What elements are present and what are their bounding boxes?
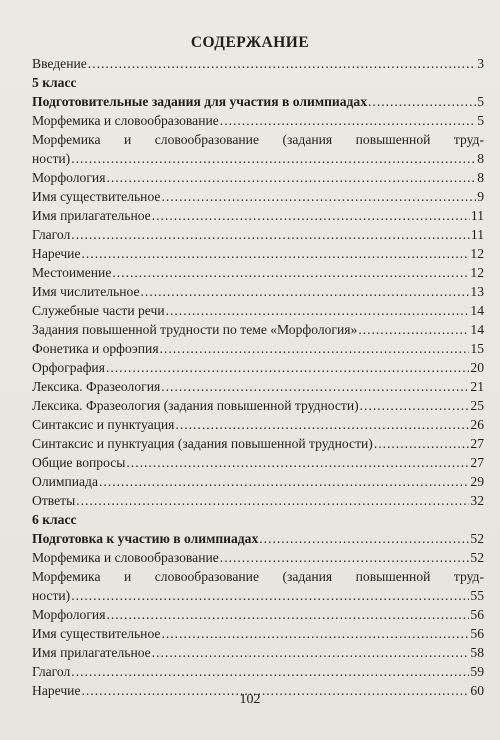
toc-entry-page: 5 [477,113,484,128]
dot-leader [71,662,469,681]
toc-entry-page: 20 [470,360,484,375]
toc-entry [32,320,484,339]
toc-entry-page: 11 [470,208,484,223]
page-number: 102 [239,692,261,707]
toc-entry-page: 15 [470,341,484,356]
toc-entry [32,111,484,130]
toc-entry-page: 56 [470,607,484,622]
section-page: 52 [470,531,484,546]
toc-entry [32,282,484,301]
toc-entry-page: 12 [470,265,484,280]
toc-entry-page: 25 [470,398,484,413]
toc-entry-label: Общие вопросы [32,455,126,470]
dot-leader [220,548,470,567]
toc-entry-page: 11 [470,227,484,242]
toc-entry [32,472,484,491]
toc-entry-label: Задания повышенной трудности по теме «Морфология» [32,322,358,337]
table-of-contents [32,54,484,700]
toc-entry-page: 14 [470,303,484,318]
dot-leader [368,92,476,111]
dot-leader [141,282,470,301]
toc-entry-label: Морфемика и словообразование [32,550,219,565]
dot-leader [71,225,470,244]
toc-entry [32,339,484,358]
toc-entry [32,548,484,567]
toc-entry [32,358,484,377]
toc-entry-label: Имя существительное [32,189,161,204]
toc-entry-label-line2: ности) [32,151,71,166]
toc-entry-page: 58 [470,645,484,660]
grade-6-heading: 6 класс [32,512,77,527]
toc-entry [32,491,484,510]
dot-leader [259,529,469,548]
dot-leader [99,472,469,491]
dot-leader [82,244,470,263]
toc-entry-label: Морфология [32,170,106,185]
dot-leader [360,396,470,415]
toc-entry-label: Глагол [32,664,71,679]
dot-leader [161,624,469,643]
section-page: 5 [477,94,484,109]
toc-entry-label: Морфемика и словообразование [32,113,219,128]
toc-entry-page: 8 [477,151,484,166]
dot-leader [166,301,470,320]
toc-entry [32,225,484,244]
dot-leader [358,320,469,339]
toc-entry-page: 9 [477,189,484,204]
dot-leader [106,605,469,624]
dot-leader [161,377,469,396]
dot-leader [160,339,470,358]
toc-entry-label: Олимпиада [32,474,99,489]
dot-leader [374,434,470,453]
dot-leader [220,111,476,130]
toc-entry-label: Орфография [32,360,105,375]
toc-entry [32,453,484,472]
dot-leader [161,187,476,206]
toc-entry [32,567,484,605]
toc-entry-label: Лексика. Фразеология (задания повышенной трудности) [32,398,359,413]
toc-entry-page: 26 [470,417,484,432]
toc-entry [32,643,484,662]
toc-entry-label: Синтаксис и пунктуация (задания повышенной трудности) [32,436,373,451]
dot-leader [106,358,469,377]
dot-leader [152,643,470,662]
toc-entry-page: 59 [470,664,484,679]
dot-leader [112,263,469,282]
toc-entry-page: 60 [470,683,484,698]
dot-leader [71,149,476,168]
toc-entry-label: Имя числительное [32,284,140,299]
toc-entry-page: 27 [470,436,484,451]
toc-entry [32,206,484,225]
toc-entry-label: Имя прилагательное [32,208,151,223]
toc-entry [32,130,484,168]
toc-entry-page: 14 [470,322,484,337]
toc-entry-page: 32 [470,493,484,508]
toc-entry-page: 13 [470,284,484,299]
toc-entry-label: Лексика. Фразеология [32,379,161,394]
toc-entry-label: Морфология [32,607,106,622]
toc-entry-label-line1: Морфемика и словообразование (задания повышенной труд- [32,132,484,147]
dot-leader [175,415,469,434]
toc-entry-label: Наречие [32,246,81,261]
toc-entry [32,415,484,434]
toc-entry-page: 55 [470,588,484,603]
toc-entry-label-line1: Морфемика и словообразование (задания повышенной труд- [32,569,484,584]
toc-entry [32,263,484,282]
toc-entry-label: Служебные части речи [32,303,165,318]
dot-leader [106,168,476,187]
page-title: СОДЕРЖАНИЕ [190,34,310,51]
toc-entry-page: 3 [477,56,484,71]
toc-entry-label: Фонетика и орфоэпия [32,341,159,356]
toc-entry-label: Введение [32,56,87,71]
toc-entry [32,168,484,187]
toc-entry [32,624,484,643]
toc-entry [32,662,484,681]
toc-entry [32,434,484,453]
toc-entry-label: Местоимение [32,265,112,280]
toc-entry-label: Имя прилагательное [32,645,151,660]
dot-leader [152,206,470,225]
grade-5-section [32,92,484,111]
toc-entry-page: 21 [470,379,484,394]
toc-entry [32,396,484,415]
toc-entry [32,377,484,396]
toc-entry-intro [32,54,484,73]
toc-entry-page: 29 [470,474,484,489]
toc-entry-page: 27 [470,455,484,470]
toc-entry-label: Имя существительное [32,626,161,641]
toc-entry [32,187,484,206]
dot-leader [76,491,469,510]
section-label: Подготовка к участию в олимпиадах [32,531,259,546]
toc-entry-label: Ответы [32,493,76,508]
toc-entry [32,605,484,624]
grade-6-section [32,529,484,548]
toc-entry-label: Глагол [32,227,71,242]
dot-leader [126,453,469,472]
toc-entry-page: 12 [470,246,484,261]
toc-entry-label: Синтаксис и пунктуация [32,417,175,432]
toc-entry-page: 52 [470,550,484,565]
toc-entry [32,244,484,263]
section-label: Подготовительные задания для участия в олимпиадах [32,94,368,109]
grade-5-heading: 5 класс [32,75,77,90]
dot-leader [88,54,476,73]
toc-entry-label-line2: ности) [32,588,71,603]
toc-entry-page: 8 [477,170,484,185]
toc-entry-page: 56 [470,626,484,641]
toc-entry [32,301,484,320]
toc-entry-label: Наречие [32,683,81,698]
dot-leader [71,586,469,605]
